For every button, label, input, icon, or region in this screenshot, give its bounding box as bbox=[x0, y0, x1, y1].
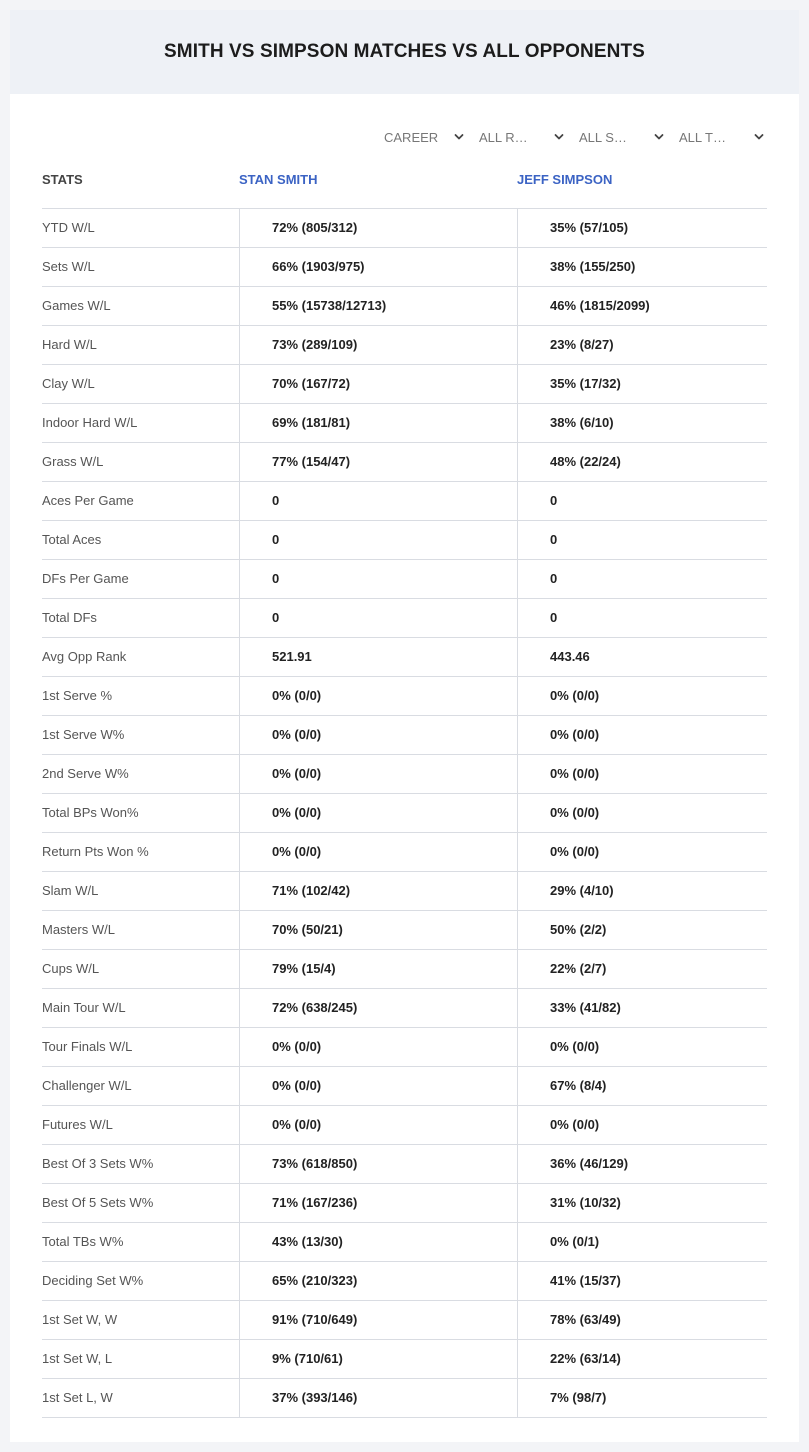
player1-value: 70% (50/21) bbox=[239, 911, 517, 949]
table-row bbox=[42, 677, 767, 716]
table-row bbox=[42, 1223, 767, 1262]
stat-label: Total TBs W% bbox=[42, 1234, 124, 1249]
page-title: SMITH VS SIMPSON MATCHES VS ALL OPPONENTS bbox=[164, 41, 645, 62]
player1-value: 65% (210/323) bbox=[239, 1262, 517, 1300]
stat-label: Slam W/L bbox=[42, 883, 99, 898]
player1-value: 0% (0/0) bbox=[239, 1067, 517, 1105]
player2-value: 23% (8/27) bbox=[517, 326, 767, 364]
player2-value: 35% (57/105) bbox=[517, 209, 767, 247]
player2-value: 0% (0/0) bbox=[517, 755, 767, 793]
table-row bbox=[42, 404, 767, 443]
player2-value: 78% (63/49) bbox=[517, 1301, 767, 1339]
stat-label: 1st Serve % bbox=[42, 688, 113, 703]
player1-value: 0% (0/0) bbox=[239, 677, 517, 715]
table-row bbox=[42, 794, 767, 833]
stat-label: Challenger W/L bbox=[42, 1078, 132, 1093]
card-header bbox=[10, 10, 799, 94]
player2-value: 0 bbox=[517, 599, 767, 637]
stat-label: Masters W/L bbox=[42, 922, 115, 937]
filter-period-select[interactable] bbox=[384, 124, 464, 150]
player2-value: 0 bbox=[517, 482, 767, 520]
filter-label: ALL R… bbox=[479, 129, 528, 145]
stat-label: Indoor Hard W/L bbox=[42, 415, 138, 430]
player2-value: 22% (63/14) bbox=[517, 1340, 767, 1378]
table-header bbox=[42, 168, 767, 209]
filter-bar bbox=[10, 124, 799, 150]
player1-value: 0 bbox=[239, 482, 517, 520]
table-row bbox=[42, 1145, 767, 1184]
stat-label: Main Tour W/L bbox=[42, 1000, 126, 1015]
stat-label: Hard W/L bbox=[42, 337, 97, 352]
stat-label: Cups W/L bbox=[42, 961, 100, 976]
chevron-down-icon bbox=[454, 132, 464, 142]
player2-value: 41% (15/37) bbox=[517, 1262, 767, 1300]
stat-label: 1st Set L, W bbox=[42, 1390, 113, 1405]
table-row bbox=[42, 1067, 767, 1106]
player2-value: 46% (1815/2099) bbox=[517, 287, 767, 325]
player1-value: 37% (393/146) bbox=[239, 1379, 517, 1417]
chevron-down-icon bbox=[554, 132, 564, 142]
player1-value: 77% (154/47) bbox=[239, 443, 517, 481]
player1-value: 55% (15738/12713) bbox=[239, 287, 517, 325]
player2-value: 0 bbox=[517, 521, 767, 559]
chevron-down-icon bbox=[754, 132, 764, 142]
table-row bbox=[42, 638, 767, 677]
player1-value: 71% (102/42) bbox=[239, 872, 517, 910]
stat-label: Avg Opp Rank bbox=[42, 649, 127, 664]
player1-value: 70% (167/72) bbox=[239, 365, 517, 403]
player2-link[interactable]: JEFF SIMPSON bbox=[517, 172, 613, 187]
player1-value: 69% (181/81) bbox=[239, 404, 517, 442]
filter-label: ALL T… bbox=[679, 129, 726, 145]
table-row bbox=[42, 560, 767, 599]
player2-value: 443.46 bbox=[517, 638, 767, 676]
stat-label: Sets W/L bbox=[42, 259, 95, 274]
stat-label: Total Aces bbox=[42, 532, 102, 547]
stat-label: Deciding Set W% bbox=[42, 1273, 144, 1288]
table-row bbox=[42, 950, 767, 989]
stat-label: Return Pts Won % bbox=[42, 844, 149, 859]
player1-value: 0% (0/0) bbox=[239, 1106, 517, 1144]
table-row bbox=[42, 1301, 767, 1340]
player2-value: 50% (2/2) bbox=[517, 911, 767, 949]
player2-value: 29% (4/10) bbox=[517, 872, 767, 910]
stat-label: YTD W/L bbox=[42, 220, 95, 235]
player2-value: 7% (98/7) bbox=[517, 1379, 767, 1417]
player2-value: 31% (10/32) bbox=[517, 1184, 767, 1222]
stat-label: DFs Per Game bbox=[42, 571, 129, 586]
player1-value: 0% (0/0) bbox=[239, 716, 517, 754]
table-row bbox=[42, 482, 767, 521]
stat-label: 1st Set W, W bbox=[42, 1312, 118, 1327]
column-header-stats: STATS bbox=[42, 172, 83, 187]
stat-label: 2nd Serve W% bbox=[42, 766, 129, 781]
player2-value: 0% (0/0) bbox=[517, 794, 767, 832]
player1-value: 0% (0/0) bbox=[239, 794, 517, 832]
player2-value: 0% (0/0) bbox=[517, 677, 767, 715]
table-row bbox=[42, 521, 767, 560]
player1-value: 0% (0/0) bbox=[239, 833, 517, 871]
table-row bbox=[42, 1340, 767, 1379]
player1-value: 0% (0/0) bbox=[239, 1028, 517, 1066]
player2-value: 0% (0/0) bbox=[517, 716, 767, 754]
stat-label: Tour Finals W/L bbox=[42, 1039, 133, 1054]
stat-label: Total BPs Won% bbox=[42, 805, 139, 820]
player2-value: 67% (8/4) bbox=[517, 1067, 767, 1105]
player1-value: 71% (167/236) bbox=[239, 1184, 517, 1222]
player2-value: 38% (155/250) bbox=[517, 248, 767, 286]
table-row bbox=[42, 872, 767, 911]
filter-surface-select[interactable] bbox=[579, 124, 664, 150]
stat-label: Aces Per Game bbox=[42, 493, 134, 508]
stats-table bbox=[42, 168, 767, 1418]
stat-label: Total DFs bbox=[42, 610, 97, 625]
player1-value: 73% (618/850) bbox=[239, 1145, 517, 1183]
table-row bbox=[42, 989, 767, 1028]
stat-label: Best Of 5 Sets W% bbox=[42, 1195, 154, 1210]
table-body bbox=[42, 209, 767, 1418]
player1-link[interactable]: STAN SMITH bbox=[239, 172, 318, 187]
player2-value: 36% (46/129) bbox=[517, 1145, 767, 1183]
filter-round-select[interactable] bbox=[479, 124, 564, 150]
player2-value: 48% (22/24) bbox=[517, 443, 767, 481]
player2-value: 0% (0/1) bbox=[517, 1223, 767, 1261]
stats-card bbox=[10, 10, 799, 1442]
stat-label: Games W/L bbox=[42, 298, 111, 313]
stat-label: Futures W/L bbox=[42, 1117, 113, 1132]
table-row bbox=[42, 1028, 767, 1067]
stat-label: 1st Serve W% bbox=[42, 727, 125, 742]
player2-value: 0 bbox=[517, 560, 767, 598]
player1-value: 73% (289/109) bbox=[239, 326, 517, 364]
table-row bbox=[42, 911, 767, 950]
player1-value: 0 bbox=[239, 599, 517, 637]
filter-label: CAREER bbox=[384, 129, 439, 145]
table-row bbox=[42, 833, 767, 872]
table-row bbox=[42, 1379, 767, 1418]
player1-value: 79% (15/4) bbox=[239, 950, 517, 988]
player1-value: 0 bbox=[239, 521, 517, 559]
table-row bbox=[42, 443, 767, 482]
table-row bbox=[42, 326, 767, 365]
filter-tournament-select[interactable] bbox=[679, 124, 764, 150]
player1-value: 72% (638/245) bbox=[239, 989, 517, 1027]
player2-value: 33% (41/82) bbox=[517, 989, 767, 1027]
table-row bbox=[42, 365, 767, 404]
table-row bbox=[42, 755, 767, 794]
player1-value: 72% (805/312) bbox=[239, 209, 517, 247]
stat-label: Grass W/L bbox=[42, 454, 104, 469]
table-row bbox=[42, 209, 767, 248]
filter-label: ALL S… bbox=[579, 129, 627, 145]
player1-value: 521.91 bbox=[239, 638, 517, 676]
chevron-down-icon bbox=[654, 132, 664, 142]
player1-value: 91% (710/649) bbox=[239, 1301, 517, 1339]
table-row bbox=[42, 599, 767, 638]
stat-label: Best Of 3 Sets W% bbox=[42, 1156, 154, 1171]
table-row bbox=[42, 248, 767, 287]
player1-value: 0 bbox=[239, 560, 517, 598]
player1-value: 9% (710/61) bbox=[239, 1340, 517, 1378]
player2-value: 0% (0/0) bbox=[517, 833, 767, 871]
table-row bbox=[42, 1184, 767, 1223]
table-row bbox=[42, 287, 767, 326]
table-row bbox=[42, 716, 767, 755]
player2-value: 22% (2/7) bbox=[517, 950, 767, 988]
player2-value: 35% (17/32) bbox=[517, 365, 767, 403]
table-row bbox=[42, 1262, 767, 1301]
player2-value: 38% (6/10) bbox=[517, 404, 767, 442]
player2-value: 0% (0/0) bbox=[517, 1106, 767, 1144]
player2-value: 0% (0/0) bbox=[517, 1028, 767, 1066]
table-row bbox=[42, 1106, 767, 1145]
stat-label: 1st Set W, L bbox=[42, 1351, 113, 1366]
stat-label: Clay W/L bbox=[42, 376, 95, 391]
player1-value: 43% (13/30) bbox=[239, 1223, 517, 1261]
player1-value: 0% (0/0) bbox=[239, 755, 517, 793]
player1-value: 66% (1903/975) bbox=[239, 248, 517, 286]
